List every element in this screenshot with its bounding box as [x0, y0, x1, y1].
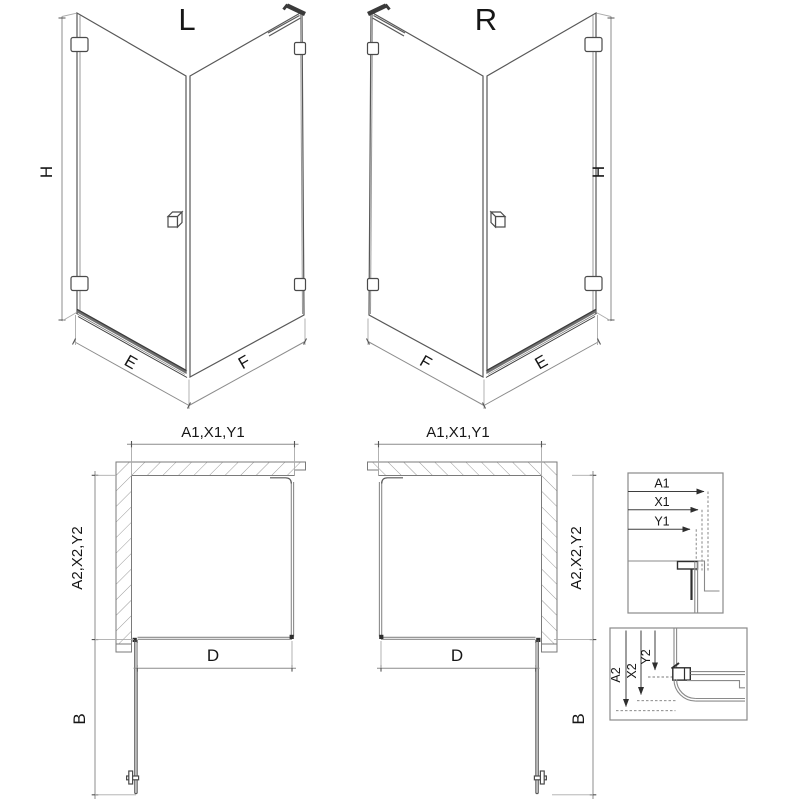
plan-geometry-right — [368, 441, 558, 794]
label-door-projection-right: B — [569, 713, 588, 725]
iso-geometry-right — [367, 5, 615, 410]
label-depth-side-left: A2,X2,Y2 — [69, 526, 86, 590]
iso-geometry-left — [59, 5, 307, 410]
label-door-projection-left: B — [70, 713, 89, 725]
plan-view-left — [69, 424, 306, 799]
reference-dashes-height — [616, 677, 676, 711]
iso-view-left — [37, 2, 307, 409]
plan-geometry-left — [116, 441, 306, 794]
wall-profile-section — [628, 561, 720, 613]
label-door-width-left: E — [121, 351, 141, 374]
detail-label-A2: A2 — [609, 667, 623, 683]
tray-profile-section — [672, 628, 746, 701]
detail-label-X1: X1 — [654, 495, 670, 509]
detail-label-A1: A1 — [654, 476, 670, 491]
label-height-left: H — [37, 165, 56, 179]
label-door-width-right: E — [531, 351, 551, 374]
label-side-width-left: F — [235, 351, 254, 374]
detail-label-Y2: Y2 — [639, 649, 653, 665]
plan-view-right — [368, 424, 597, 799]
label-width-top-right: A1,X1,Y1 — [426, 424, 490, 441]
label-clear-width-right: D — [450, 646, 464, 665]
detail-height-box — [609, 628, 747, 720]
title-right: R — [474, 2, 498, 37]
plan-dim-vertical-right — [552, 471, 596, 799]
label-width-top-left: A1,X1,Y1 — [181, 424, 245, 441]
detail-width-box — [628, 473, 723, 613]
detail-label-X2: X2 — [625, 663, 639, 679]
label-depth-side-right: A2,X2,Y2 — [568, 526, 585, 590]
label-height-right: H — [589, 165, 608, 179]
detail-label-Y1: Y1 — [654, 514, 670, 529]
title-left: L — [178, 2, 196, 37]
iso-view-right — [367, 2, 615, 409]
label-side-width-right: F — [416, 351, 435, 374]
label-clear-width-left: D — [206, 646, 220, 665]
reference-dashes-width — [696, 492, 708, 571]
